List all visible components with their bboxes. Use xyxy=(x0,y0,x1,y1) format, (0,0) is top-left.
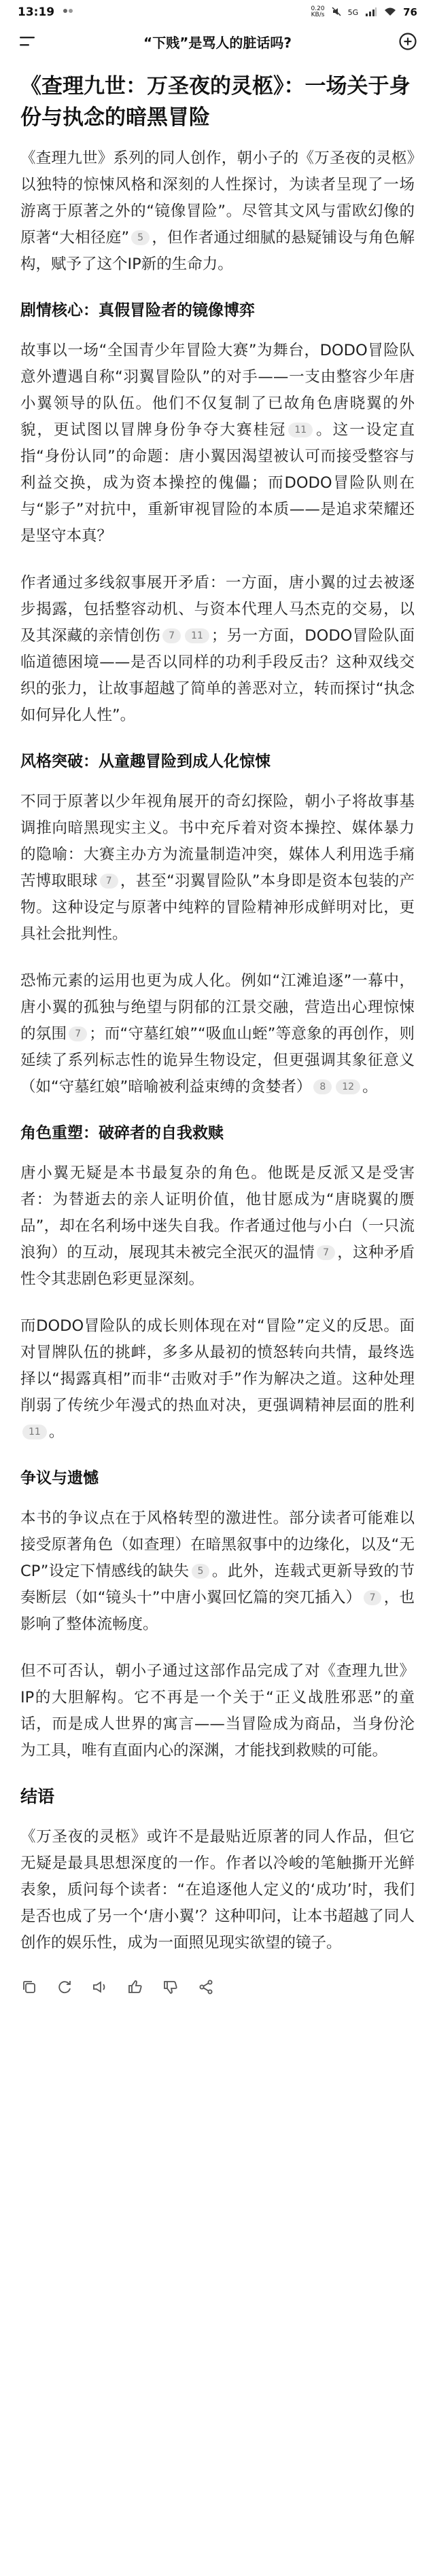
share-icon[interactable] xyxy=(197,1978,215,1999)
body-paragraph: 但不可否认，朝小子通过这部作品完成了对《查理九世》IP的大胆解构。它不再是一个关于“正义战胜邪恶”的童话，而是成人世界的寓言——当冒险成为商品，当身份沦为工具，唯有直面内心的深渊，才能找到救赎的可能。 xyxy=(20,1662,415,1759)
section-heading: 风格突破：从童趣冒险到成人化惊悚 xyxy=(20,753,271,770)
copy-icon[interactable] xyxy=(20,1978,38,1999)
body-text: 。 xyxy=(362,1078,378,1096)
body-paragraph xyxy=(20,968,415,1101)
net-speed xyxy=(311,6,325,18)
article-title: 《查理九世：万圣夜的灵柩》：一场关于身份与执念的暗黑冒险 xyxy=(20,74,411,130)
body-paragraph xyxy=(20,570,415,729)
citation-badge[interactable]: 12 xyxy=(336,1079,360,1094)
refresh-icon[interactable] xyxy=(56,1978,73,1999)
body-paragraph: 《万圣夜的灵柩》或许不是最贴近原著的同人作品，但它无疑是最具思想深度的一作。作者以冷峻的笔触撕开光鲜表象，质问每个读者：“在追逐他人定义的‘成功’时，我们是否也成了另一个‘唐小翼’？这种叩问，让本书超越了同人创作的娱乐性，成为一面照见现实欲望的镜子。 xyxy=(20,1828,415,1952)
intro-text: ，但作者通过细腻的悬疑铺设与角色解构，赋予了这个IP新的生命力。 xyxy=(20,229,415,273)
menu-icon[interactable] xyxy=(15,29,39,54)
citation-badge[interactable]: 5 xyxy=(131,230,150,245)
body-text: 本书的争议点在于风格转型的激进性。部分读者可能难以接受原著角色（如查理）在暗黑叙事中的边缘化，以及“无CP”设定下情感线的缺失 xyxy=(20,1509,415,1580)
citation-badge[interactable]: 11 xyxy=(22,1425,47,1439)
body-text: 。 xyxy=(48,1423,65,1441)
citation-badge[interactable]: 7 xyxy=(69,1026,87,1041)
answer-content xyxy=(0,58,435,1999)
mute-icon xyxy=(332,7,341,18)
signal-icon xyxy=(365,7,377,18)
conversation-title: “下贱”是骂人的脏话吗? xyxy=(143,34,292,51)
citation-badge[interactable]: 11 xyxy=(185,628,209,643)
section-heading: 剧情核心：真假冒险者的镜像博弈 xyxy=(20,302,255,319)
body-paragraph xyxy=(20,1160,415,1293)
body-text: 恐怖元素的运用也更为成人化。例如“江滩追逐”一幕中，唐小翼的孤独与绝望与阴郁的江景交融，营造出心理惊悚的氛围 xyxy=(20,972,415,1043)
new-chat-icon[interactable] xyxy=(396,29,420,54)
section-heading: 角色重塑：破碎者的自我救赎 xyxy=(20,1124,224,1142)
body-text: 作者通过多线叙事展开矛盾：一方面，唐小翼的过去被逐步揭露，包括整容动机、与资本代理人马杰克的交易，以及其深藏的亲情创伤 xyxy=(20,574,415,645)
citation-badge[interactable]: 11 xyxy=(288,423,313,437)
net-speed-unit: KB/s xyxy=(311,12,325,18)
body-paragraph xyxy=(20,338,415,550)
body-text: ；另一方面，DODO冒险队面临道德困境——是否以同样的功利手段反击？这种双线交织的张力，让故事超越了简单的善恶对立，转而探讨“执念如何异化人性”。 xyxy=(20,627,415,724)
citation-badge[interactable]: 7 xyxy=(100,874,118,889)
intro-paragraph xyxy=(20,145,415,278)
section-heading: 争议与遗憾 xyxy=(20,1469,99,1487)
body-text: ，也影响了整体流畅度。 xyxy=(20,1589,415,1633)
body-paragraph xyxy=(20,1313,415,1446)
net-speed-value: 0.20 xyxy=(311,5,325,12)
citation-badge[interactable]: 7 xyxy=(317,1245,335,1260)
body-paragraph xyxy=(20,1505,415,1638)
body-text: 故事以一场“全国青少年冒险大赛”为舞台，DODO冒险队意外遭遇自称“羽翼冒险队”的对手——一支由整容少年唐小翼领导的队伍。他们不仅复制了已故角色唐晓翼的外貌，更试图以冒牌身份争夺大赛桂冠 xyxy=(20,342,415,439)
body-paragraph xyxy=(20,789,415,948)
nav-bar xyxy=(0,24,435,58)
body-text: 而DODO冒险队的成长则体现在对“冒险”定义的反思。面对冒牌队伍的挑衅，多多从最初的愤怒转向共情，最终选择以“揭露真相”而非“击败对手”作为解决之道。这种处理削弱了传统少年漫式的热血对决，更强调精神层面的胜利 xyxy=(20,1317,415,1414)
answer-actions xyxy=(20,1969,415,1999)
body-text: ，甚至“羽翼冒险队”本身即是资本包装的产物。这种设定与原著中纯粹的冒险精神形成鲜明对比，更具社会批判性。 xyxy=(20,872,415,943)
notification-icon xyxy=(63,5,75,19)
body-text: ；而“守墓红娘”“吸血山蛭”等意象的再创作，则延续了系列标志性的诡异生物设定，但更强调其象征意义（如“守墓红娘”暗喻被利益束缚的贪婪者） xyxy=(20,1025,415,1096)
citation-badge[interactable]: 7 xyxy=(364,1590,382,1605)
body-text: 。此外，连载式更新导致的节奏断层（如“镜头十”中唐小翼回忆篇的突兀插入） xyxy=(20,1562,415,1607)
battery-level: 76 xyxy=(403,6,417,18)
body-text: 不同于原著以少年视角展开的奇幻探险，朝小子将故事基调推向暗黑现实主义。书中充斥着对资本操控、媒体暴力的隐喻：大赛主办方为流量制造冲突，媒体人利用选手痛苦博取眼球 xyxy=(20,793,415,890)
citation-badge[interactable]: 7 xyxy=(162,628,181,643)
speaker-icon[interactable] xyxy=(91,1978,109,1999)
thumb-down-icon[interactable] xyxy=(162,1978,179,1999)
citation-badge[interactable]: 5 xyxy=(192,1564,210,1579)
wifi-icon xyxy=(384,7,396,18)
intro-text: 《查理九世》系列的同人创作，朝小子的《万圣夜的灵柩》以独特的惊悚风格和深刻的人性探讨，为读者呈现了一场游离于原著之外的“镜像冒险”。尽管其文风与雷欧幻像的原著“大相径庭” xyxy=(20,149,415,247)
signal-label: 5G xyxy=(347,7,359,17)
citation-badge[interactable]: 8 xyxy=(313,1079,332,1094)
status-time: 13:19 xyxy=(18,5,55,19)
body-text: ，这种矛盾性令其悲剧色彩更显深刻。 xyxy=(20,1244,415,1288)
section-heading: 结语 xyxy=(20,1787,55,1806)
status-bar xyxy=(0,0,435,24)
thumb-up-icon[interactable] xyxy=(126,1978,144,1999)
body-text: 。这一设定直指“身份认同”的命题：唐小翼因渴望被认可而接受整容与利益交换，成为资本操控的傀儡；而DODO冒险队则在与“影子”对抗中，重新审视冒险的本质——是追求荣耀还是坚守本真？ xyxy=(20,421,415,545)
body-text: 唐小翼无疑是本书最复杂的角色。他既是反派又是受害者：为替逝去的亲人证明价值，他甘愿成为“唐晓翼的赝品”，却在名利场中迷失自我。作者通过他与小白（一只流浪狗）的互动，展现其未被完全泯灭的温情 xyxy=(20,1164,415,1262)
